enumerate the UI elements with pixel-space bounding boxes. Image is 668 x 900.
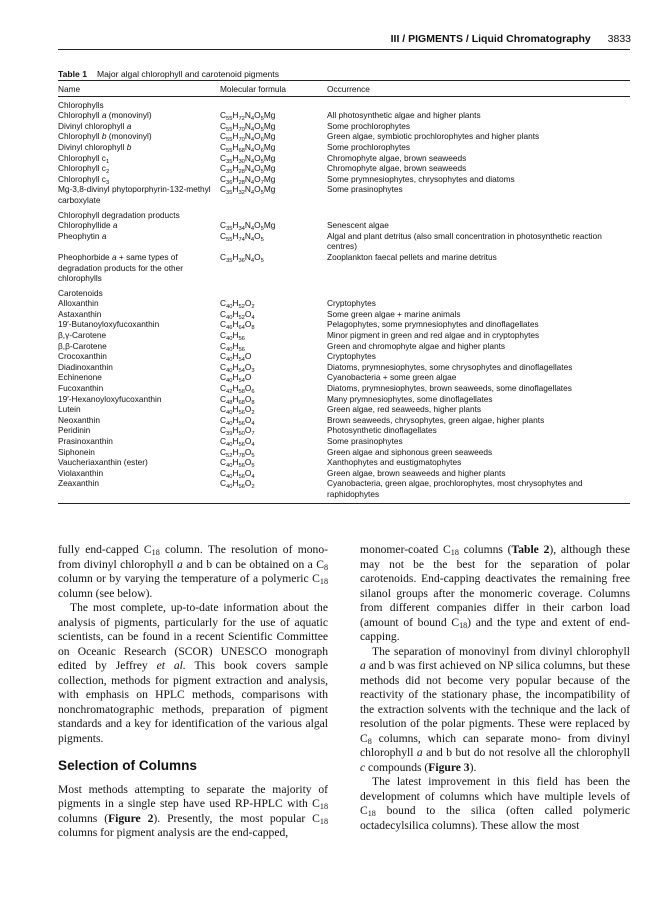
pigment-name: Astaxanthin: [58, 308, 102, 319]
table-caption-text: Major algal chlorophyll and carotenoid pigments: [96, 69, 279, 79]
table-row: [58, 298, 630, 309]
header-rule: [58, 49, 630, 50]
pigment-name: Mg-3,8-divinyl phytoporphyrin-132-methyl carboxylate: [58, 184, 211, 205]
molecular-formula: $C_{35}H_{36}N_4O_5$: [220, 251, 264, 264]
molecular-formula: $C_{40}H_{56}O_4$: [220, 414, 255, 427]
table-row: [58, 121, 630, 132]
body-column-right: [360, 543, 630, 833]
paragraph: The latest improvement in this field has been the development of columns which have multiple levels of $C_{18}$ bound to the silica (often called polymeric octadecylsilica columns). These allow the most: [360, 775, 630, 832]
molecular-formula: $C_{48}H_{68}O_8$: [220, 393, 255, 406]
table-caption: [58, 69, 279, 79]
occurrence: Senescent algae: [327, 220, 389, 231]
table-row: [58, 341, 630, 352]
table-row: [58, 468, 630, 479]
table-group-title: Chlorophyll degradation products: [58, 209, 180, 220]
pigment-name: Echinenone: [58, 372, 102, 383]
occurrence: Green algae, red seaweeds, higher plants: [327, 404, 482, 415]
table-row: [58, 372, 630, 383]
table-label: Table 1: [58, 69, 87, 79]
table-row: [58, 478, 630, 503]
molecular-formula: $C_{46}H_{64}O_8$: [220, 319, 255, 332]
occurrence: Xanthophytes and eustigmatophytes: [327, 457, 462, 468]
pigment-name: Peridinin: [58, 425, 91, 436]
occurrence: All photosynthetic algae and higher plants: [327, 110, 481, 121]
pigment-name: Chlorophyll b (monovinyl): [58, 131, 152, 142]
molecular-formula: $C_{40}H_{56}O_4$: [220, 467, 255, 480]
molecular-formula: $C_{40}H_{56}$: [220, 330, 245, 343]
pigment-name: Diadinoxanthin: [58, 361, 113, 372]
molecular-formula: $C_{35}H_{34}N_4O_5Mg$: [220, 220, 276, 233]
pigment-name: Violaxanthin: [58, 467, 104, 478]
section-heading: Selection of Columns: [58, 758, 197, 773]
pigment-name: Chlorophyllide a: [58, 220, 118, 231]
table-row: [58, 319, 630, 330]
table-row: [58, 153, 630, 164]
table-body: [58, 96, 630, 503]
occurrence: Many prymnesiophytes, some dinoflagellates: [327, 393, 493, 404]
body-column-left: [58, 543, 328, 841]
paragraph: The most complete, up-to-date information about the analysis of pigments, particularly for the use of aquatic scientists, can be found in a recent Scientific Committee on Oceanic Research (SCOR) UNESCO monograph edited by Jeffrey et al. This book covers sample collection, methods for pigment extraction and analysis, with emphasis on HPLC methods, comparisons with nonchromatographic methods, preparation of pigment standards and a key for identification of the various algal pigments.: [58, 601, 329, 745]
molecular-formula: $C_{35}H_{30}N_4O_5Mg$: [220, 152, 276, 165]
running-head: [391, 33, 631, 45]
pigment-name: β,γ-Carotene: [58, 330, 107, 341]
pigment-name: Prasinoxanthin: [58, 436, 113, 446]
occurrence: Photosynthetic dinoflagellates: [327, 425, 437, 436]
running-head-title: III / PIGMENTS / Liquid Chromatography: [390, 33, 591, 45]
pigment-name: Siphonein: [58, 446, 95, 457]
table-group-title: Chlorophylls: [58, 99, 104, 110]
table-row: [58, 220, 630, 231]
table-row: [58, 447, 630, 458]
pigment-table: [58, 80, 630, 504]
molecular-formula: $C_{35}H_{28}N_4O_5Mg$: [220, 163, 276, 176]
pigment-name: Divinyl chlorophyll a: [58, 120, 132, 131]
occurrence: Some prasinophytes: [327, 436, 403, 446]
column-header: Occurrence: [327, 81, 630, 97]
molecular-formula: $C_{40}H_{54}O_3$: [220, 361, 255, 374]
molecular-formula: $C_{55}H_{74}N_4O_5$: [220, 230, 264, 243]
pigment-name: Vaucheriaxanthin (ester): [58, 457, 148, 468]
page-number: 3833: [607, 33, 631, 45]
pigment-name: Chlorophyll a (monovinyl): [58, 110, 152, 121]
occurrence: Green algae, symbiotic prochlorophytes and higher plants: [327, 131, 540, 142]
paragraph: monomer-coated $C_{18}$ columns (Table 2), although these may not be the best for the separation of polar carotenoids. End-capping deactivates the remaining free silanol groups after the monomeric coverage. Columns from different companies differ in their carbon load (amount of bound $C_{18}$) and the type and extent of end-capping.: [360, 543, 631, 643]
pigment-name: β,β-Carotene: [58, 340, 107, 351]
table-row: [58, 174, 630, 185]
table-row: [58, 415, 630, 426]
pigment-name: Lutein: [58, 404, 81, 415]
molecular-formula: $C_{39}H_{50}O_7$: [220, 425, 255, 438]
molecular-formula: $C_{40}H_{56}O_2$: [220, 478, 327, 503]
occurrence: Cryptophytes: [327, 351, 376, 362]
pigment-name: Divinyl chlorophyll b: [58, 141, 132, 152]
occurrence: Minor pigment in green and red algae and in cryptophytes: [327, 330, 540, 341]
occurrence: Zooplankton faecal pellets and marine detritus: [327, 251, 497, 262]
occurrence: Diatoms, prymnesiophytes, brown seaweeds, some dinoflagellates: [327, 383, 572, 394]
molecular-formula: $C_{42}H_{58}O_6$: [220, 383, 255, 396]
paragraph: Most methods attempting to separate the majority of pigments in a single step have used RP-HPLC with $C_{18}$ columns (Figure 2). Presently, the most popular $C_{18}$ columns for pigment analysis are the end-capped,: [58, 782, 328, 839]
occurrence: Green algae and siphonous green seaweeds: [327, 446, 493, 457]
occurrence: Chromophyte algae, brown seaweeds: [327, 163, 467, 174]
pigment-name: Crocoxanthin: [58, 351, 107, 362]
table-row: [58, 184, 630, 205]
pigment-name: Chlorophyll $c_2$: [58, 163, 110, 176]
table-header-row: [58, 81, 630, 97]
occurrence: Cyanobacteria, green algae, prochlorophytes, most chrysophytes and raphidophytes: [327, 478, 630, 503]
table-group-title: Carotenoids: [58, 287, 103, 298]
occurrence: Some prochlorophytes: [327, 120, 411, 131]
table-row: [58, 163, 630, 174]
pigment-name: 19′-Hexanoyloxyfucoxanthin: [58, 393, 162, 404]
pigment-name: Pheophorbide a + same types of degradation products for the other chlorophylls: [58, 251, 183, 284]
table-row: [58, 404, 630, 415]
molecular-formula: $C_{40}H_{54}O$: [220, 372, 252, 385]
molecular-formula: $C_{55}H_{70}N_4O_6Mg$: [220, 131, 276, 144]
table-row: [58, 394, 630, 405]
occurrence: Cyanobacteria + some green algae: [327, 372, 457, 383]
occurrence: Cryptophytes: [327, 298, 376, 309]
table-row: [58, 252, 630, 284]
molecular-formula: $C_{40}H_{56}$: [220, 340, 245, 353]
column-header: Name: [58, 81, 220, 97]
table-group-row: [58, 206, 630, 221]
pigment-name: Chlorophyll $c_3$: [58, 173, 110, 186]
column-header: Molecular formula: [220, 81, 327, 97]
table-row: [58, 425, 630, 436]
table-row: [58, 110, 630, 121]
pigment-name: 19′-Butanoyloxyfucoxanthin: [58, 319, 160, 330]
table-row: [58, 351, 630, 362]
pigment-name: Chlorophyll $c_1$: [58, 152, 110, 165]
table-row: [58, 142, 630, 153]
occurrence: Green and chromophyte algae and higher plants: [327, 340, 506, 351]
occurrence: Chromophyte algae, brown seaweeds: [327, 152, 467, 163]
molecular-formula: $C_{55}H_{72}N_4O_5Mg$: [220, 110, 276, 123]
molecular-formula: $C_{35}H_{32}N_4O_5Mg$: [220, 184, 276, 197]
molecular-formula: $C_{40}H_{52}O_2$: [220, 298, 255, 311]
pigment-name: Pheophytin a: [58, 230, 107, 241]
pigment-name: Alloxanthin: [58, 298, 99, 309]
occurrence: Diatoms, prymnesiophytes, some chrysophytes and dinoflagellates: [327, 361, 573, 372]
occurrence: Brown seaweeds, chrysophytes, green algae, higher plants: [327, 414, 545, 425]
molecular-formula: $C_{40}H_{56}O_4$: [220, 436, 255, 448]
occurrence: Algal and plant detritus (also small concentration in photosynthetic reaction centres): [327, 230, 602, 252]
molecular-formula: $C_{40}H_{56}O_2$: [220, 404, 255, 417]
molecular-formula: $C_{40}H_{52}O_4$: [220, 308, 255, 321]
table-row: [58, 330, 630, 341]
molecular-formula: $C_{36}H_{28}N_4O_7Mg$: [220, 173, 276, 186]
occurrence: Pelagophytes, some prymnesiophytes and dinoflagellates: [327, 319, 539, 330]
paragraph: fully end-capped $C_{18}$ column. The resolution of mono- from divinyl chlorophyll a and b can be obtained on a $C_8$ column or by varying the temperature of a polymeric $C_{18}$ column (see below).: [58, 543, 329, 600]
table-row: [58, 362, 630, 373]
table-row: [58, 309, 630, 320]
molecular-formula: $C_{55}H_{70}N_4O_5Mg$: [220, 120, 276, 133]
table-row: [58, 383, 630, 394]
occurrence: Some prasinophytes: [327, 184, 403, 195]
occurrence: Some prymnesiophytes, chrysophytes and diatoms: [327, 173, 515, 184]
pigment-name: Fucoxanthin: [58, 383, 104, 394]
table-row: [58, 457, 630, 468]
table-row: [58, 131, 630, 142]
occurrence: Green algae, brown seaweeds and higher plants: [327, 467, 506, 478]
occurrence: Some prochlorophytes: [327, 141, 411, 152]
table-row: [58, 436, 630, 447]
molecular-formula: $C_{40}H_{56}O_5$: [220, 457, 255, 470]
table-group-row: [58, 284, 630, 299]
paragraph: The separation of monovinyl from divinyl chlorophyll a and b was first achieved on NP silica columns, but these methods did not become very popular because of the reactivity of the stationary phase, the incompatibility of the extraction solvents with the technique and the lack of resolution of the polar pigments. These were replaced by $C_8$ columns, which can separate mono- from divinyl chlorophyll a and b but do not resolve all the chlorophyll c compounds (Figure 3).: [360, 644, 630, 774]
occurrence: Some green algae + marine animals: [327, 308, 461, 319]
molecular-formula: $C_{40}H_{54}O$: [220, 351, 252, 364]
table-group-row: [58, 96, 630, 110]
molecular-formula: $C_{55}H_{68}N_4O_6Mg$: [220, 141, 276, 154]
pigment-name: Zeaxanthin: [58, 478, 220, 503]
pigment-name: Neoxanthin: [58, 414, 100, 425]
molecular-formula: $C_{52}H_{78}O_5$: [220, 446, 255, 459]
table-row: [58, 231, 630, 252]
